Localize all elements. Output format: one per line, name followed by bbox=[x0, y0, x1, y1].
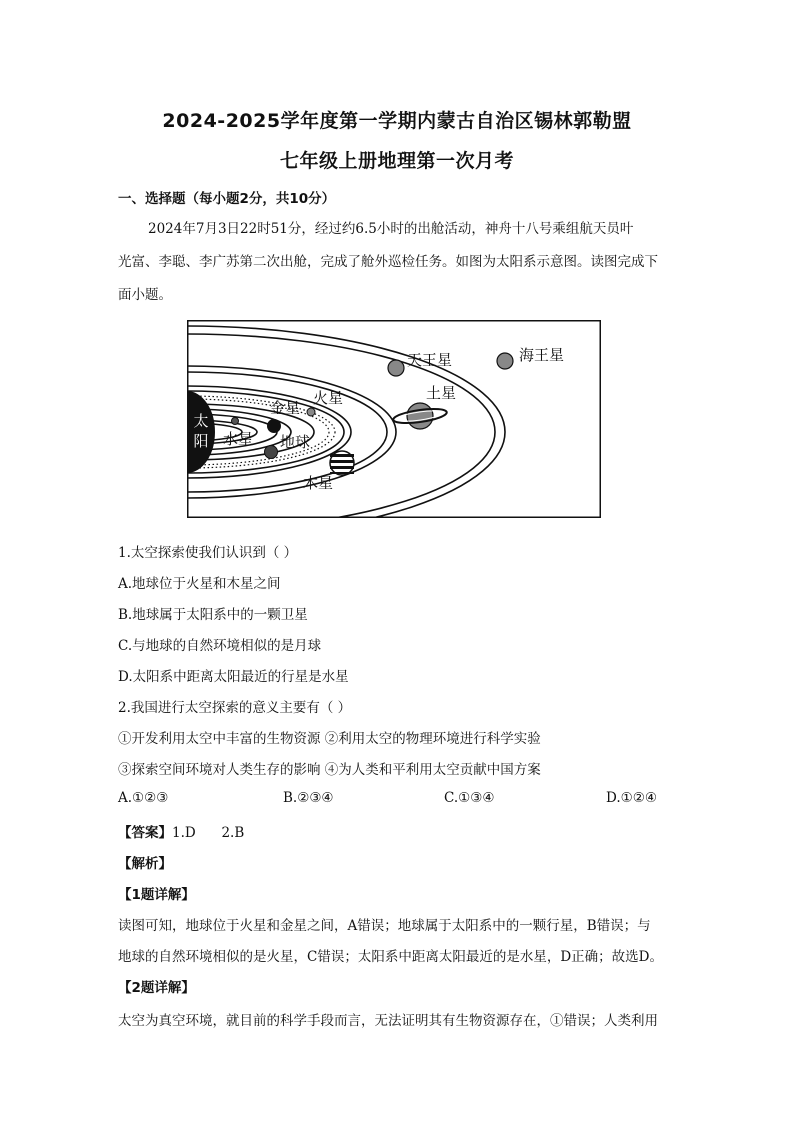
jupiter-label: 木星 bbox=[303, 474, 334, 492]
saturn-planet bbox=[392, 403, 447, 429]
solar-system-figure bbox=[187, 320, 601, 518]
detail-2-line1: 太空为真空环境，就目前的科学手段而言，无法证明其有生物资源存在，①错误；人类利用 bbox=[118, 1013, 658, 1029]
mars-label: 火星 bbox=[313, 389, 344, 407]
intro-paragraph-line2: 光富、李聪、李广苏第二次出舱，完成了舱外巡检任务。如图为太阳系示意图。读图完成下 bbox=[118, 254, 658, 270]
intro-paragraph-line3: 面小题。 bbox=[118, 287, 172, 303]
uranus-planet bbox=[388, 360, 404, 376]
mercury-label: 水星 bbox=[223, 430, 254, 448]
question-1-option-c: C.与地球的自然环境相似的是月球 bbox=[118, 638, 322, 654]
question-2-option-d: D.①②④ bbox=[606, 790, 657, 806]
earth-planet bbox=[265, 446, 278, 459]
section-heading: 一、选择题（每小题2分，共10分） bbox=[118, 191, 336, 207]
question-2-option-c: C.①③④ bbox=[444, 790, 495, 806]
venus-label: 金星 bbox=[270, 399, 301, 417]
detail-1-line2: 地球的自然环境相似的是火星，C错误；太阳系中距离太阳最近的是水星，D正确；故选D。 bbox=[118, 949, 663, 965]
intro-paragraph-line1: 2024年7月3日22时51分，经过约6.5小时的出舱活动，神舟十八号乘组航天员叶 bbox=[148, 221, 634, 237]
mars-planet bbox=[307, 408, 315, 416]
orbit-saturn bbox=[187, 372, 387, 492]
uranus-label: 天王星 bbox=[407, 351, 453, 369]
earth-label: 地球 bbox=[280, 433, 311, 451]
question-1-stem: 1.太空探索使我们认识到（ ） bbox=[118, 545, 298, 561]
venus-planet bbox=[267, 419, 281, 433]
question-1-option-d: D.太阳系中距离太阳最近的行星是水星 bbox=[118, 669, 349, 685]
sun-label-2: 阳 bbox=[193, 432, 209, 450]
question-1-option-b: B.地球属于太阳系中的一颗卫星 bbox=[118, 607, 308, 623]
answer-text: 1.D 2.B bbox=[172, 825, 245, 841]
document-title-line1: 2024-2025学年度第一学期内蒙古自治区锡林郭勒盟 bbox=[162, 110, 632, 132]
question-2-statements-line1: ①开发利用太空中丰富的生物资源 ②利用太空的物理环境进行科学实验 bbox=[118, 731, 541, 747]
sun-label-1: 太 bbox=[193, 412, 209, 430]
saturn-label: 土星 bbox=[426, 384, 457, 402]
mercury-planet bbox=[232, 418, 239, 425]
document-title-line2: 七年级上册地理第一次月考 bbox=[279, 150, 514, 172]
question-2-option-b: B.②③④ bbox=[283, 790, 334, 806]
answer-label: 【答案】 bbox=[118, 825, 172, 841]
question-2-statements-line2: ③探索空间环境对人类生存的影响 ④为人类和平利用太空贡献中国方案 bbox=[118, 762, 541, 778]
detail-2-heading: 【2题详解】 bbox=[118, 980, 195, 996]
detail-1-line1: 读图可知，地球位于火星和金星之间，A错误；地球属于太阳系中的一颗行星，B错误；与 bbox=[118, 918, 651, 934]
question-1-option-a: A.地球位于火星和木星之间 bbox=[118, 576, 281, 592]
neptune-planet bbox=[497, 353, 513, 369]
detail-1-heading: 【1题详解】 bbox=[118, 887, 195, 903]
question-2-option-a: A.①②③ bbox=[118, 790, 169, 806]
question-2-stem: 2.我国进行太空探索的意义主要有（ ） bbox=[118, 700, 352, 716]
jupiter-planet bbox=[330, 451, 354, 475]
analysis-heading: 【解析】 bbox=[118, 856, 172, 872]
neptune-label: 海王星 bbox=[519, 346, 565, 364]
